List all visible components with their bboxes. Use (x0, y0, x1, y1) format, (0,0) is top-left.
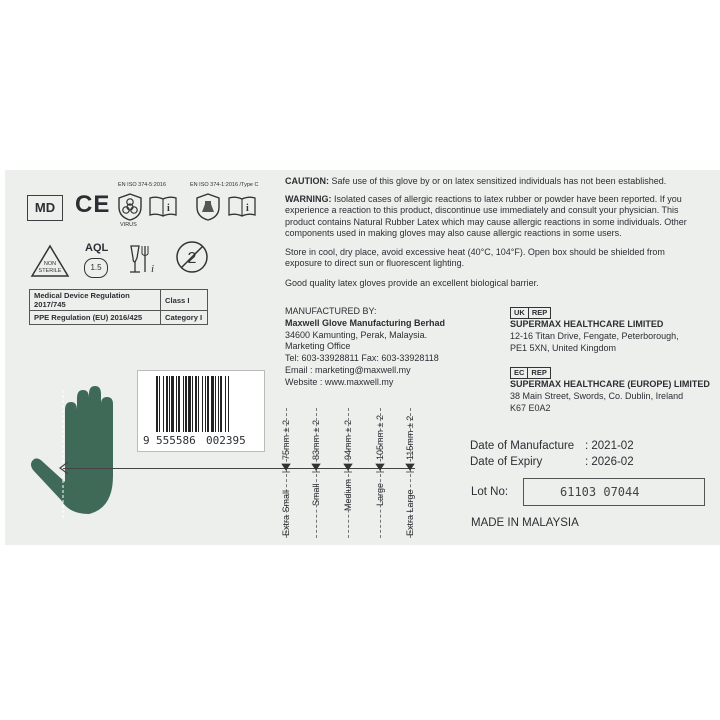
ec-rep-line: 38 Main Street, Swords, Co. Dublin, Ireland (510, 390, 684, 401)
ec-rep-line: K67 E0A2 (510, 402, 551, 413)
instructions-book-icon-2 (227, 194, 257, 218)
food-safe-icon (125, 242, 161, 276)
manufacturer-block (285, 306, 445, 389)
manufacturer-tel: Tel: 603-33928811 Fax: 603-33928118 (285, 353, 439, 364)
virus-label: VIRUS (120, 222, 137, 228)
warning-line: components used in making gloves may also cause allergic reactions in some users. (285, 228, 622, 239)
size-marker-arrow-icon (281, 463, 291, 473)
manufacture-date-value: : 2021-02 (585, 440, 634, 452)
size-measure: 115mm ± 2 (405, 415, 415, 460)
warning-line: Isolated cases of allergic reactions to latex rubber or powder have been reported. If you (334, 194, 682, 204)
package-label-panel (5, 170, 720, 545)
size-name: Large (375, 482, 385, 506)
regulation-value: Class I (161, 290, 208, 311)
uk-rep-badge: UK REP (510, 307, 679, 319)
size-measure: 75mm ± 2 (281, 420, 291, 460)
size-measure: 105mm ± 2 (375, 415, 385, 460)
caution-text (285, 176, 710, 187)
expiry-date-label: Date of Expiry (470, 456, 543, 468)
non-sterile-triangle-icon (30, 244, 70, 278)
caution-heading: CAUTION: (285, 176, 329, 186)
barcode-digits-1: 9 (143, 434, 150, 447)
manufacturer-name: Maxwell Glove Manufacturing Berhad (285, 317, 446, 328)
size-marker-extra-large (401, 408, 421, 538)
lot-number-value: 61103 07044 (560, 485, 640, 499)
instructions-book-icon (148, 194, 178, 218)
size-marker-small (307, 408, 327, 538)
manufacturer-address: 34600 Kamunting, Perak, Malaysia. (285, 329, 428, 340)
storage-text (285, 247, 710, 270)
aql-label: AQL (85, 242, 109, 254)
expiry-date-value: : 2026-02 (585, 456, 634, 468)
size-name: Extra Large (405, 489, 415, 536)
single-use-icon (175, 240, 209, 274)
regulation-row (30, 290, 208, 311)
biohazard-shield-icon (117, 192, 143, 222)
uk-rep-line: 12-16 Titan Drive, Fengate, Peterborough, (510, 330, 679, 341)
uk-rep-name: SUPERMAX HEALTHCARE LIMITED (510, 319, 664, 329)
size-marker-arrow-icon (343, 463, 353, 473)
quality-text: Good quality latex gloves provide an excellent biological barrier. (285, 278, 539, 288)
ec-rep-name: SUPERMAX HEALTHCARE (EUROPE) LIMITED (510, 379, 710, 389)
svg-text:i: i (246, 203, 249, 214)
size-guide-arrow (59, 462, 69, 474)
iso-label-1: EN ISO 374-5:2016 (118, 182, 167, 188)
lot-label: Lot No: (471, 486, 509, 498)
size-measure: 94mm ± 2 (343, 420, 353, 460)
svg-text:STERILE: STERILE (38, 268, 62, 274)
barcode-digits-3: 002395 (206, 434, 246, 447)
regulation-label: PPE Regulation (EU) 2016/425 (30, 311, 161, 325)
origin-label: MADE IN MALAYSIA (471, 517, 579, 529)
manufacturer-website: Website : www.maxwell.my (285, 376, 394, 387)
glove-size-illustration (25, 380, 145, 520)
size-guide-line (63, 468, 415, 469)
ce-mark-icon: CE (75, 191, 111, 218)
caution-body: Safe use of this glove by or on latex sensitized individuals has not been established. (331, 176, 667, 186)
size-name: Medium (343, 478, 353, 511)
size-marker-large (371, 408, 391, 538)
size-marker-medium (339, 408, 359, 538)
size-marker-arrow-icon (405, 463, 415, 473)
regulation-label: Medical Device Regulation 2017/745 (30, 290, 161, 311)
regulation-row (30, 311, 208, 325)
barcode-bars (156, 376, 252, 432)
warning-text (285, 194, 710, 240)
size-marker-arrow-icon (311, 463, 321, 473)
uk-rep-line: PE1 5XN, United Kingdom (510, 342, 617, 353)
manufacturer-email: Email : marketing@maxwell.my (285, 364, 411, 375)
size-name: Extra Small (281, 489, 291, 536)
svg-text:i: i (151, 263, 155, 275)
uk-rep-block (510, 307, 679, 354)
regulation-table (29, 289, 208, 325)
svg-text:2: 2 (187, 250, 197, 267)
manufacture-date-label: Date of Manufacture (470, 440, 575, 452)
barcode-digits-2: 555586 (156, 434, 196, 447)
barcode (137, 370, 265, 452)
storage-line: Store in cool, dry place, avoid excessive heat (40°C, 104°F). Open box should be shielded from (285, 247, 665, 257)
ec-rep-block (510, 367, 710, 414)
manufacturer-office: Marketing Office (285, 341, 351, 352)
md-label: MD (34, 200, 56, 215)
ec-rep-badge: EC REP (510, 367, 710, 379)
iso-label-2: EN ISO 374-1:2016 /Type C (190, 182, 259, 188)
size-measure: 83mm ± 2 (311, 420, 321, 460)
regulation-value: Category I (161, 311, 208, 325)
warning-line: product contains Natural Rubber Latex which may cause allergic reactions in some individuals. Other (285, 216, 687, 227)
svg-text:NON: NON (43, 261, 57, 267)
aql-value-icon (84, 258, 108, 278)
aql-value: 1.5 (90, 263, 102, 272)
size-marker-extra-small (277, 408, 297, 538)
chemical-shield-icon (195, 192, 221, 222)
warning-heading: WARNING: (285, 194, 332, 204)
size-marker-arrow-icon (375, 463, 385, 473)
storage-line: exposure to direct sun or fluorescent lighting. (285, 258, 465, 269)
manufacturer-heading: MANUFACTURED BY: (285, 306, 377, 316)
md-icon (27, 195, 63, 221)
size-name: Small (311, 483, 321, 506)
lot-number-box (523, 478, 705, 506)
warning-line: experience a reaction to this product, discontinue use immediately and consult your physician. This (285, 205, 679, 216)
svg-text:i: i (167, 203, 170, 214)
